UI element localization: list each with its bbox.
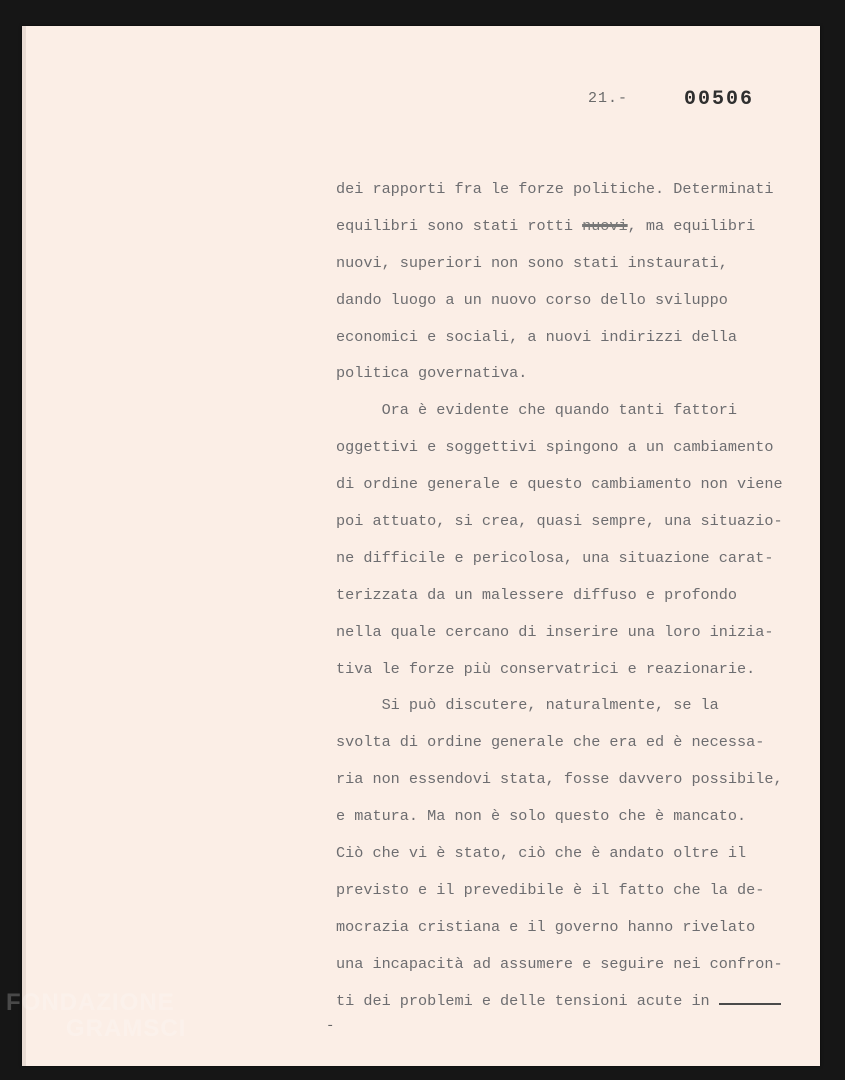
text-line: una incapacità ad assumere e seguire nei confron-	[336, 954, 783, 973]
text-line: di ordine generale e questo cambiamento non viene	[336, 475, 783, 494]
text-line: svolta di ordine generale che era ed è necessa-	[336, 733, 765, 752]
text-line: terizzata da un malessere diffuso e profondo	[336, 585, 738, 604]
text-line: Ciò che vi è stato, ciò che è andato oltre il	[336, 844, 747, 863]
watermark-line2: GRAMSCI	[66, 1015, 187, 1042]
continuation-blank	[719, 989, 781, 1005]
text-line: oggettivi e soggettivi spingono a un cambiamento	[336, 438, 774, 457]
text-line: dei rapporti fra le forze politiche. Determinati	[336, 180, 774, 198]
text-line-last	[336, 987, 816, 1024]
text-line: economici e sociali, a nuovi indirizzi della	[336, 327, 738, 346]
fondazione-gramsci-watermark	[6, 990, 216, 1050]
text-line: poi attuato, si crea, quasi sempre, una situazio-	[336, 512, 783, 531]
text-line-with-strike	[336, 212, 816, 249]
text-line: ria non essendovi stata, fosse davvero possibile,	[336, 770, 783, 789]
watermark-line1: FONDAZIONE	[6, 989, 175, 1016]
text-line: e matura. Ma non è solo questo che è mancato.	[336, 807, 747, 826]
text-line: tiva le forze più conservatrici e reazionarie.	[336, 659, 756, 678]
text-line: mocrazia cristiana e il governo hanno rivelato	[336, 917, 756, 936]
footer-mark: -	[326, 1018, 335, 1034]
paragraph-start-line: Ora è evidente che quando tanti fattori	[336, 401, 738, 420]
text-line: ne difficile e pericolosa, una situazione carat-	[336, 548, 774, 567]
typewritten-body	[336, 175, 816, 1023]
text-line-start: ti dei problemi e delle tensioni acute in	[336, 991, 719, 1010]
text-line-tail: , ma equilibri	[627, 216, 756, 235]
page-edge	[22, 26, 26, 1066]
text-line-start: equilibri sono stati rotti	[336, 216, 583, 235]
text-line: nuovi, superiori non sono stati instaurati,	[336, 253, 728, 272]
paragraph-start-line: Si può discutere, naturalmente, se la	[336, 696, 719, 715]
text-line: dando luogo a un nuovo corso dello sviluppo	[336, 290, 728, 309]
page-number: 21.-	[588, 90, 629, 107]
text-line: politica governativa.	[336, 364, 528, 383]
archive-code: 00506	[684, 88, 755, 111]
struck-word: nuovi	[582, 216, 628, 235]
text-line: previsto e il prevedibile è il fatto che la de-	[336, 880, 765, 899]
text-line: nella quale cercano di inserire una loro inizia-	[336, 622, 774, 641]
